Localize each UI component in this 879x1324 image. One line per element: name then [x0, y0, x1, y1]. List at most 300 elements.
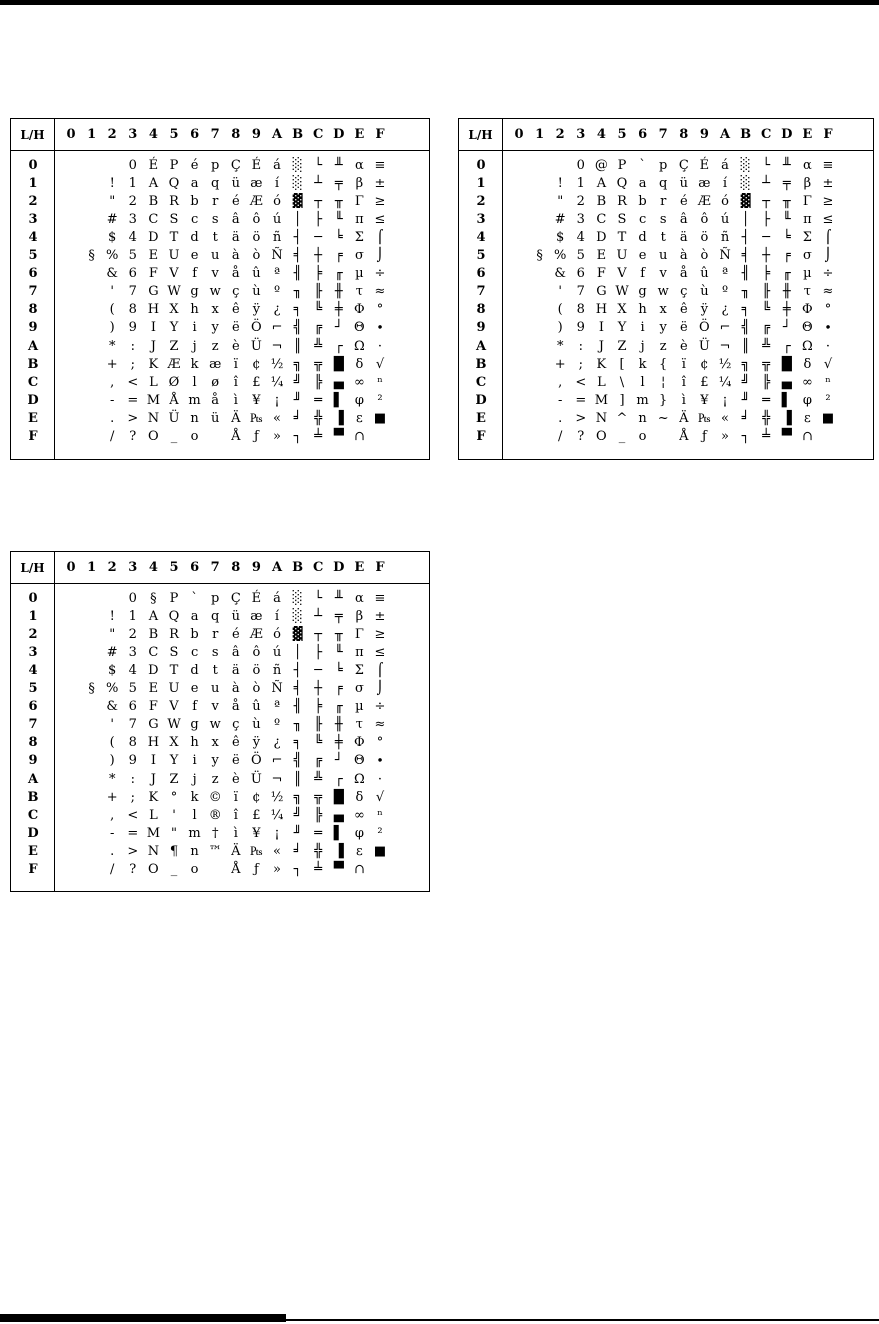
character-cell: Ü: [698, 338, 710, 354]
row-heading: 5: [476, 248, 486, 263]
character-cell: +: [106, 356, 118, 372]
character-cell: Σ: [802, 229, 812, 245]
character-cell: (: [557, 302, 563, 318]
character-cell: Ø: [168, 374, 180, 390]
character-cell: 3: [576, 211, 585, 227]
character-cell: ┐: [293, 862, 302, 877]
character-cell: h: [638, 302, 647, 318]
character-cell: ┬: [762, 193, 771, 209]
character-cell: Θ: [354, 320, 365, 336]
column-heading: 9: [251, 127, 261, 142]
row-heading: 1: [28, 175, 38, 191]
character-cell: ô: [252, 211, 261, 227]
character-cell: ▓: [292, 193, 303, 209]
character-cell: F: [148, 266, 158, 282]
character-cell: ┌: [334, 771, 343, 787]
character-cell: ï: [233, 789, 238, 805]
character-cell: ║: [293, 771, 302, 787]
character-cell: ┼: [762, 248, 771, 263]
row-heading: 6: [28, 699, 38, 715]
character-cell: β: [355, 175, 364, 191]
character-cell: g: [638, 284, 647, 300]
character-cell: ╜: [293, 392, 302, 408]
character-cell: ╫: [334, 284, 343, 300]
character-cell: ╤: [782, 175, 791, 191]
column-heading: F: [375, 127, 385, 142]
character-cell: N: [147, 410, 160, 426]
character-cell: f: [640, 266, 645, 282]
character-cell: ø: [211, 374, 220, 390]
character-cell: ^: [616, 410, 628, 426]
character-cell: Y: [617, 320, 627, 336]
character-cell: §: [88, 681, 95, 696]
character-cell: $: [108, 662, 117, 678]
character-cell: ë: [679, 320, 688, 336]
character-cell: ╨: [782, 157, 791, 173]
character-cell: p: [211, 157, 220, 173]
character-cell: J: [598, 338, 604, 354]
character-cell: X: [617, 302, 627, 318]
character-cell: ÿ: [252, 302, 261, 318]
column-heading: 0: [66, 560, 76, 575]
character-cell: ): [109, 320, 115, 336]
character-cell: δ: [355, 356, 364, 372]
column-heading: 6: [190, 560, 200, 575]
character-cell: π: [803, 211, 812, 227]
character-cell: ¢: [252, 356, 261, 372]
character-cell: í: [274, 175, 280, 191]
character-cell: g: [190, 717, 199, 733]
character-cell: ó: [273, 626, 281, 642]
character-cell: ╟: [762, 284, 771, 300]
character-cell: ╠: [762, 374, 771, 390]
character-cell: B: [148, 626, 159, 642]
character-cell: D: [148, 229, 159, 245]
row-heading: 0: [476, 157, 486, 173]
character-cell: ε: [356, 843, 363, 859]
character-cell: ±: [374, 608, 386, 624]
character-cell: ┤: [293, 229, 302, 245]
character-cell: ╒: [334, 248, 343, 263]
character-cell: è: [679, 338, 688, 354]
character-cell: ∙: [824, 320, 832, 336]
character-cell: º: [273, 284, 281, 300]
character-cell: ╗: [293, 789, 302, 805]
character-cell: ·: [825, 338, 831, 354]
row-heading: C: [27, 807, 39, 823]
character-cell: j: [640, 338, 645, 354]
character-cell: ¢: [252, 789, 261, 805]
character-cell: 7: [576, 284, 585, 300]
character-cell: ù: [252, 284, 261, 300]
column-heading: 8: [679, 127, 689, 142]
character-cell: å: [211, 392, 220, 408]
character-cell: é: [679, 193, 688, 209]
character-cell: ∩: [353, 862, 365, 877]
character-cell: A: [148, 175, 159, 191]
character-cell: ¿: [273, 735, 281, 751]
character-cell: H: [595, 302, 608, 318]
character-cell: ö: [252, 662, 261, 678]
row-heading: F: [28, 862, 38, 877]
character-cell: ▓: [740, 193, 751, 209]
character-cell: b: [190, 626, 199, 642]
character-cell: Γ: [354, 193, 364, 209]
footer-rule-thick: [0, 1314, 286, 1322]
row-heading: E: [28, 843, 38, 859]
character-cell: A: [596, 175, 607, 191]
character-cell: z: [211, 338, 219, 354]
character-cell: ;: [578, 356, 583, 372]
character-cell: ╫: [782, 284, 791, 300]
character-cell: t: [212, 662, 218, 678]
character-cell: ╧: [314, 862, 323, 877]
character-cell: Æ: [167, 356, 181, 372]
character-cell: ®: [208, 807, 222, 823]
character-cell: C: [148, 211, 159, 227]
row-heading: 4: [476, 229, 486, 245]
character-cell: V: [617, 266, 627, 282]
character-cell: G: [596, 284, 607, 300]
character-cell: ╚: [314, 302, 323, 318]
character-cell: ¡: [722, 392, 728, 408]
column-heading: 4: [148, 127, 158, 142]
character-cell: ù: [252, 717, 261, 733]
character-cell: ╪: [334, 735, 343, 751]
character-cell: ╞: [314, 699, 323, 715]
character-cell: ╖: [293, 284, 302, 300]
column-heading: B: [740, 127, 752, 142]
character-cell: *: [108, 771, 116, 787]
character-cell: Ω: [354, 771, 365, 787]
character-cell: Σ: [354, 662, 364, 678]
column-heading: F: [823, 127, 833, 142]
character-cell: G: [148, 717, 159, 733]
character-cell: └: [314, 157, 323, 173]
row-heading: 3: [28, 644, 38, 660]
character-cell: ¼: [718, 374, 732, 390]
character-cell: _: [618, 429, 626, 444]
character-cell: ╙: [334, 211, 343, 227]
character-cell: {: [659, 356, 668, 372]
row-heading-column: [459, 151, 503, 459]
character-cell: ÿ: [252, 735, 261, 751]
character-cell: û: [252, 699, 261, 715]
character-cell: M: [146, 392, 161, 408]
character-cell: *: [108, 338, 116, 354]
character-cell: y: [211, 753, 219, 769]
character-cell: D: [596, 229, 607, 245]
character-cell: £: [700, 374, 709, 390]
character-cell: ╬: [314, 410, 323, 426]
character-cell: ╦: [314, 356, 323, 372]
character-cell: 7: [128, 284, 137, 300]
character-cell: │: [293, 211, 302, 227]
character-cell: h: [190, 735, 199, 751]
character-cell: 4: [128, 229, 137, 245]
character-cell: ╠: [314, 374, 323, 390]
character-cell: ▐: [333, 410, 344, 426]
character-cell: 6: [128, 699, 137, 715]
character-cell: ╢: [741, 266, 750, 282]
column-heading: 7: [210, 560, 220, 575]
character-cell: ▀: [333, 429, 344, 444]
character-cell: A: [148, 608, 159, 624]
character-cell: ∙: [376, 320, 384, 336]
character-cell: Ç: [230, 157, 241, 173]
character-cell: ■: [373, 410, 387, 426]
character-cell: =: [127, 825, 139, 841]
character-cell: Ü: [250, 771, 262, 787]
character-cell: ╔: [762, 320, 771, 336]
character-cell: ╜: [293, 825, 302, 841]
character-cell: Ω: [802, 338, 813, 354]
character-cell: °: [376, 735, 384, 751]
character-cell: ╣: [741, 320, 750, 336]
character-cell: ╓: [334, 266, 343, 282]
character-cell: æ: [250, 608, 263, 624]
character-cell: ,: [558, 374, 563, 390]
character-cell: ,: [110, 374, 115, 390]
character-cell: c: [190, 211, 199, 227]
character-cell: ò: [252, 681, 261, 696]
character-cell: π: [355, 211, 364, 227]
character-cell: ²: [377, 825, 383, 841]
character-cell: √: [823, 356, 833, 372]
character-cell: Æ: [697, 193, 711, 209]
header-row: [459, 119, 873, 151]
character-cell: w: [657, 284, 669, 300]
character-cell: P: [169, 590, 179, 606]
row-heading: 9: [28, 320, 38, 336]
character-cell: ₧: [698, 410, 711, 426]
character-cell: ░: [740, 157, 751, 173]
character-cell: ┌: [782, 338, 791, 354]
character-cell: ª: [721, 266, 729, 282]
character-cell: k: [190, 789, 199, 805]
character-cell: ): [557, 320, 563, 336]
character-cell: (: [109, 735, 115, 751]
character-cell: ÿ: [700, 302, 709, 318]
character-cell: :: [130, 771, 135, 787]
character-cell: c: [190, 644, 199, 660]
header-row: [11, 552, 429, 584]
character-cell: Ö: [251, 320, 262, 336]
row-heading-column: [11, 151, 55, 459]
character-cell: ?: [129, 862, 137, 877]
character-cell: └: [314, 590, 323, 606]
character-cell: É: [699, 157, 710, 173]
character-cell: ╘: [334, 662, 343, 678]
character-cell: <: [127, 374, 139, 390]
column-heading: 8: [231, 560, 241, 575]
character-cell: ╓: [782, 266, 791, 282]
character-cell: ▄: [781, 374, 792, 390]
character-cell: ─: [762, 229, 771, 245]
character-cell: ì: [233, 825, 238, 841]
character-cell: i: [192, 320, 197, 336]
character-cell: 2: [128, 193, 137, 209]
character-cell: ƒ: [701, 429, 707, 444]
column-heading: 3: [576, 127, 586, 142]
character-cell: §: [88, 248, 95, 263]
character-cell: ±: [374, 175, 386, 191]
character-cell: τ: [355, 717, 363, 733]
character-cell: ≡: [822, 157, 834, 173]
column-heading: 8: [231, 127, 241, 142]
character-cell: █: [333, 789, 344, 805]
character-cell: ƒ: [253, 862, 259, 877]
character-cell: ¡: [274, 392, 280, 408]
character-cell: ╓: [334, 699, 343, 715]
character-cell: │: [293, 644, 302, 660]
character-cell: ·: [377, 338, 383, 354]
header-row: [11, 119, 429, 151]
character-cell: 1: [128, 608, 137, 624]
character-cell: v: [659, 266, 667, 282]
character-cell: ö: [252, 229, 261, 245]
character-cell: ░: [292, 175, 303, 191]
character-cell: #: [106, 644, 118, 660]
character-cell: u: [211, 248, 220, 263]
character-cell: :: [130, 338, 135, 354]
character-cell: ▀: [333, 862, 344, 877]
column-heading: 6: [638, 127, 648, 142]
character-cell: E: [148, 681, 159, 696]
column-heading: B: [292, 127, 304, 142]
character-cell: ¡: [274, 825, 280, 841]
character-cell: ╡: [293, 248, 302, 263]
character-cell: s: [211, 644, 219, 660]
column-heading: 1: [87, 560, 97, 575]
character-cell: ╬: [762, 410, 771, 426]
character-cell: e: [190, 681, 199, 696]
character-cell: °: [824, 302, 832, 318]
character-cell: ": [171, 825, 177, 841]
character-cell: f: [192, 266, 197, 282]
character-cell: T: [169, 229, 179, 245]
character-cell: ≈: [374, 717, 386, 733]
character-cell: ú: [272, 211, 282, 227]
character-cell: 5: [128, 248, 137, 263]
column-heading: B: [292, 560, 304, 575]
character-cell: ≡: [374, 157, 386, 173]
character-cell: ╦: [762, 356, 771, 372]
character-cell: ∩: [353, 429, 365, 444]
row-heading: 4: [28, 662, 38, 678]
column-heading: 1: [535, 127, 545, 142]
character-cell: L: [149, 807, 158, 823]
character-cell: î: [233, 807, 238, 823]
character-cell: Ö: [251, 753, 262, 769]
character-cell: á: [273, 157, 281, 173]
character-cell: à: [231, 681, 240, 696]
row-heading: 2: [476, 193, 486, 209]
character-cell: p: [659, 157, 668, 173]
row-heading: E: [476, 410, 486, 426]
character-cell: t: [660, 229, 666, 245]
character-cell: j: [192, 771, 197, 787]
character-cell: §: [536, 248, 543, 263]
column-heading: D: [333, 127, 345, 142]
character-cell: Φ: [354, 735, 365, 751]
character-cell: µ: [355, 266, 364, 282]
character-cell: «: [273, 843, 281, 859]
row-heading: 0: [28, 590, 38, 606]
character-cell: ~: [657, 410, 669, 426]
row-heading: 1: [28, 608, 38, 624]
character-cell: i: [192, 753, 197, 769]
character-cell: K: [596, 356, 607, 372]
character-cell: ò: [252, 248, 261, 263]
character-cell: I: [150, 320, 156, 336]
character-cell: >: [575, 410, 587, 426]
character-cell: P: [169, 157, 179, 173]
character-cell: ═: [314, 392, 323, 408]
character-cell: ⁿ: [377, 807, 383, 823]
character-cell: 1: [128, 175, 137, 191]
character-cell: ÷: [374, 266, 386, 282]
character-cell: ╘: [334, 229, 343, 245]
character-cell: W: [615, 284, 629, 300]
column-heading: D: [333, 560, 345, 575]
character-cell: φ: [354, 825, 364, 841]
character-cell: ≤: [374, 211, 386, 227]
character-cell: ░: [292, 590, 303, 606]
character-cell: <: [575, 374, 587, 390]
row-heading: A: [475, 338, 487, 354]
character-cell: φ: [354, 392, 364, 408]
character-cell: ▌: [333, 825, 344, 841]
column-heading: 7: [658, 127, 668, 142]
character-cell: º: [721, 284, 729, 300]
character-cell: ╟: [314, 284, 323, 300]
character-cell: ∞: [353, 374, 365, 390]
character-cell: 9: [128, 320, 137, 336]
character-cell: ┤: [741, 229, 750, 245]
character-cell: 2: [128, 626, 137, 642]
row-heading: 7: [28, 717, 38, 733]
character-cell: 8: [576, 302, 585, 318]
character-cell: Σ: [354, 229, 364, 245]
character-cell: ü: [679, 175, 688, 191]
top-rule: [0, 0, 879, 5]
character-cell: ∙: [376, 753, 384, 769]
character-cell: è: [231, 338, 240, 354]
character-cell: z: [659, 338, 667, 354]
character-cell: T: [617, 229, 627, 245]
character-cell: §: [150, 590, 157, 606]
character-cell: ╝: [293, 374, 302, 390]
character-cell: !: [557, 175, 563, 191]
character-cell: √: [375, 356, 385, 372]
row-heading: 5: [28, 248, 38, 263]
character-cell: k: [638, 356, 647, 372]
character-cell: ñ: [272, 662, 282, 678]
column-heading: C: [761, 127, 772, 142]
character-cell: ≤: [374, 644, 386, 660]
character-cell: ô: [252, 644, 261, 660]
character-cell: <: [127, 807, 139, 823]
character-cell: σ: [354, 248, 364, 263]
character-cell: ═: [762, 392, 771, 408]
character-cell: è: [231, 771, 240, 787]
character-cell: h: [190, 302, 199, 318]
character-cell: N: [595, 410, 608, 426]
column-heading: 9: [699, 127, 709, 142]
character-cell: ù: [700, 284, 709, 300]
character-cell: %: [554, 248, 567, 263]
